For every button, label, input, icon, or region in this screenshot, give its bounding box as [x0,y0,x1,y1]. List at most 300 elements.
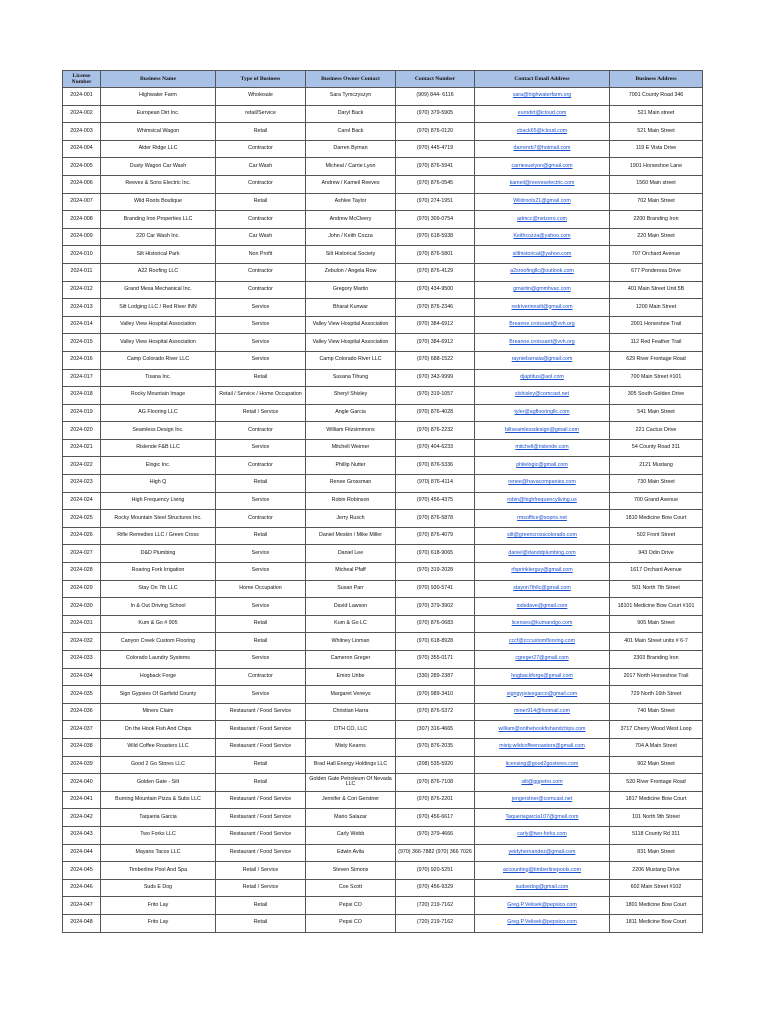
contact-email-link[interactable]: redriverinnsilt@gmail.com [475,299,610,317]
contact-email-link[interactable]: miner914@hotmail.com [475,703,610,721]
business-address-cell: 1560 Main street [610,175,703,193]
license-number-cell: 2024-042 [63,809,101,827]
business-address-cell: 1901 Horseshoe Lane [610,158,703,176]
business-type-cell: Home Occupation [216,580,306,598]
table-row [63,246,703,264]
business-type-cell: Service [216,334,306,352]
business-type-cell: Retail / Service / Home Occupation [216,387,306,405]
table-row [63,369,703,387]
table-row [63,88,703,106]
owner-contact-cell: Camp Colorado River LLC [306,351,396,369]
license-number-cell: 2024-044 [63,844,101,862]
table-row [63,263,703,281]
business-address-cell: 119 E Vista Drive [610,140,703,158]
owner-contact-cell: Kum & Go LC [306,615,396,633]
business-name-cell: High Q [101,475,216,493]
owner-contact-cell: Mario Salazar [306,809,396,827]
license-number-cell: 2024-040 [63,774,101,792]
contact-number-cell: (970) 343-9999 [396,369,475,387]
business-address-cell: 1810 Medicine Bow Court [610,510,703,528]
license-number-cell: 2024-012 [63,281,101,299]
header-business-name: Business Name [101,71,216,88]
license-number-cell: 2024-019 [63,404,101,422]
contact-email-link[interactable]: carriesuelyon@gmail.com [475,158,610,176]
owner-contact-cell: Misty Kearns [306,738,396,756]
contact-number-cell: (970) 379-5905 [396,105,475,123]
contact-email-link[interactable]: iodsdave@gmail.com [475,598,610,616]
business-address-cell: 18101 Medicine Bow Court #101 [610,598,703,616]
table-row [63,527,703,545]
owner-contact-cell: Carly Webb [306,826,396,844]
license-number-cell: 2024-026 [63,527,101,545]
contact-email-link[interactable]: misty.wildcoffeeroasters@gmail.com [475,738,610,756]
business-name-cell: European Dirt Inc. [101,105,216,123]
owner-contact-cell: Andrew McCleery [306,211,396,229]
table-row [63,615,703,633]
business-address-cell: 629 River Frontage Road [610,351,703,369]
contact-number-cell: (970) 876-5878 [396,510,475,528]
table-row [63,879,703,897]
contact-number-cell: (970) 319-1057 [396,387,475,405]
business-address-cell: 1617 Orchard Avenue [610,563,703,581]
contact-email-link[interactable]: Breanne.croissant@vvh.org [475,334,610,352]
contact-number-cell: (970) 876-4079 [396,527,475,545]
business-name-cell: D&D Plumbing [101,545,216,563]
license-number-cell: 2024-041 [63,791,101,809]
business-name-cell: Wild Roots Boutique [101,193,216,211]
business-address-cell: 502 Front Street [610,527,703,545]
contact-email-link[interactable]: sudsedog@gmail.com [475,879,610,897]
business-name-cell: Canyon Creek Custom Flooring [101,633,216,651]
business-address-cell: 101 North 9th Street [610,809,703,827]
license-number-cell: 2024-033 [63,651,101,669]
owner-contact-cell: Steven Simons [306,862,396,880]
owner-contact-cell: Coe Scott [306,879,396,897]
license-number-cell: 2024-030 [63,598,101,616]
business-name-cell: 220 Car Wash Inc. [101,228,216,246]
license-number-cell: 2024-022 [63,457,101,475]
contact-number-cell: (970) 876-5801 [396,246,475,264]
header-type-of-business: Type of Business [216,71,306,88]
business-name-cell: Tisana Inc. [101,369,216,387]
contact-email-link[interactable]: yeidyhernandez@gmail.com [475,844,610,862]
business-address-cell: 401 Main Street Unit 5B [610,281,703,299]
contact-email-link[interactable]: raynielsenaia@gmail.com [475,351,610,369]
business-name-cell: Golden Gate - Silt [101,774,216,792]
contact-number-cell: (970) 319-2028 [396,563,475,581]
table-row [63,862,703,880]
owner-contact-cell: Daniel Meskin / Mike Miller [306,527,396,545]
contact-email-link[interactable]: silthistorical@yahoo.com [475,246,610,264]
business-address-cell: 831 Main Street [610,844,703,862]
business-type-cell: Retail [216,633,306,651]
business-name-cell: A22 Roofing LLC [101,263,216,281]
business-name-cell: Stay On 7th LLC [101,580,216,598]
owner-contact-cell: Sheryl Shisley [306,387,396,405]
business-name-cell: Rocky Mountain Steel Structures Inc. [101,510,216,528]
business-name-cell: Reeves & Sons Electric Inc. [101,175,216,193]
business-type-cell: Restaurant / Food Service [216,809,306,827]
business-address-cell: 2017 North Horseshoe Trail [610,668,703,686]
business-address-cell: 541 Main Street [610,404,703,422]
contact-email-link[interactable]: daniel@danddplumbing.com [475,545,610,563]
contact-email-link[interactable]: Keithcozza@yahoo.com [475,228,610,246]
header-business-address: Business Address [610,71,703,88]
business-type-cell: Restaurant / Food Service [216,721,306,739]
owner-contact-cell: Gregory Martin [306,281,396,299]
business-name-cell: Roaring Fork Irrigation [101,563,216,581]
business-type-cell: Car Wash [216,228,306,246]
contact-number-cell: (970) 618-8928 [396,633,475,651]
contact-email-link[interactable]: Greg.P.Velisek@pepsico.com [475,914,610,932]
table-body [63,88,703,933]
business-type-cell: Restaurant / Food Service [216,791,306,809]
business-name-cell: Rocky Mountain Image [101,387,216,405]
table-row [63,387,703,405]
owner-contact-cell: Jerry Rusch [306,510,396,528]
contact-email-link[interactable]: licenses@kumandgo.com [475,615,610,633]
header-owner-contact: Business Owner Contact [306,71,396,88]
license-number-cell: 2024-024 [63,492,101,510]
business-address-cell: 112 Red Feather Trail [610,334,703,352]
contact-email-link[interactable]: darrenrb7@hotmail.com [475,140,610,158]
contact-number-cell: (970) 309-0754 [396,211,475,229]
contact-number-cell: (970) 379-4666 [396,826,475,844]
license-number-cell: 2024-039 [63,756,101,774]
owner-contact-cell: Carol Back [306,123,396,141]
contact-email-link[interactable]: stayon7thllc@gmail.com [475,580,610,598]
contact-email-link[interactable]: licensing@good2gostores.com [475,756,610,774]
table-row [63,140,703,158]
license-number-cell: 2024-015 [63,334,101,352]
license-number-cell: 2024-029 [63,580,101,598]
contact-email-link[interactable]: cback65@icloud.com [475,123,610,141]
business-type-cell: Retail [216,475,306,493]
business-type-cell: Contractor [216,140,306,158]
contact-number-cell: (970) 876-7108 [396,774,475,792]
license-number-cell: 2024-014 [63,316,101,334]
contact-email-link[interactable]: rfsprinklerguy@gmail.com [475,563,610,581]
table-row [63,457,703,475]
header-contact-email: Contact Email Address [475,71,610,88]
business-type-cell: Retail / Service [216,862,306,880]
contact-number-cell: (970) 989-3410 [396,686,475,704]
business-name-cell: Alder Ridge LLC [101,140,216,158]
business-address-cell: 602 Main Street #102 [610,879,703,897]
contact-email-link[interactable]: philelogic@gmail.com [475,457,610,475]
business-name-cell: Valley View Hospital Association [101,334,216,352]
contact-email-link[interactable]: tyler@agflooringllc.com [475,404,610,422]
business-address-cell: 221 Cactus Drive [610,422,703,440]
contact-email-link[interactable]: a2sroofingllc@outlook.com [475,263,610,281]
business-address-cell: 730 Main Street [610,475,703,493]
business-name-cell: Colorado Laundry Systems [101,651,216,669]
business-name-cell: Seamless Design Inc. [101,422,216,440]
owner-contact-cell: Silt Historical Society [306,246,396,264]
business-address-cell: 1801 Medicine Bow Court [610,897,703,915]
contact-email-link[interactable]: william@onthehookfishandchips.com [475,721,610,739]
business-name-cell: Silt Lodging LLC / Red River INN [101,299,216,317]
business-name-cell: Timberline Pool And Spa [101,862,216,880]
owner-contact-cell: William Fitzsimmons [306,422,396,440]
business-type-cell: Contractor [216,281,306,299]
owner-contact-cell: Edwin Avila [306,844,396,862]
contact-number-cell: (970) 876-4129 [396,263,475,281]
contact-number-cell: (970) 876-5372 [396,703,475,721]
business-address-cell: 729 North 16th Street [610,686,703,704]
contact-number-cell: (970) 618-5938 [396,228,475,246]
table-row [63,351,703,369]
business-address-cell: 521 Main Street [610,123,703,141]
contact-email-link[interactable]: mitchell@rislende.com [475,439,610,457]
contact-number-cell: (970) 366-7882 (970) 366 7026 [396,844,475,862]
license-number-cell: 2024-045 [63,862,101,880]
owner-contact-cell: John / Keith Cozza [306,228,396,246]
contact-email-link[interactable]: Breanne.croissant@vvh.org [475,316,610,334]
table-row [63,545,703,563]
contact-email-link[interactable]: djaptitus@aol.com [475,369,610,387]
license-number-cell: 2024-011 [63,263,101,281]
license-number-cell: 2024-001 [63,88,101,106]
contact-email-link[interactable]: slshisley@comcast.net [475,387,610,405]
contact-email-link[interactable]: billseamlessdesign@gmail.com [475,422,610,440]
business-name-cell: On the Hook Fish And Chips [101,721,216,739]
license-number-cell: 2024-008 [63,211,101,229]
business-type-cell: Service [216,439,306,457]
contact-email-link[interactable]: sara@highwaterfarm.org [475,88,610,106]
table-row [63,633,703,651]
business-address-cell: 520 River Frontage Road [610,774,703,792]
contact-email-link[interactable]: rmsoffice@sopris.net [475,510,610,528]
owner-contact-cell: Angle Garcia [306,404,396,422]
contact-number-cell: (970) 930-5741 [396,580,475,598]
contact-number-cell: (970) 876-2232 [396,422,475,440]
owner-contact-cell: Ashlee Taylor [306,193,396,211]
business-address-cell: 2001 Horseshoe Trail [610,316,703,334]
owner-contact-cell: Daniel Lee [306,545,396,563]
table-row [63,510,703,528]
business-name-cell: Wild Coffee Roasters LLC [101,738,216,756]
business-type-cell: Service [216,492,306,510]
business-name-cell: Rislende F&B LLC [101,439,216,457]
owner-contact-cell: Valley View Hospital Association [306,316,396,334]
license-number-cell: 2024-007 [63,193,101,211]
business-address-cell: 5118 County Rd 311 [610,826,703,844]
business-address-cell: 707 Orchard Avenue [610,246,703,264]
business-type-cell: Service [216,299,306,317]
owner-contact-cell: Micheal Pfaff [306,563,396,581]
business-name-cell: Elogic Inc. [101,457,216,475]
business-name-cell: High Frequency Living [101,492,216,510]
table-row [63,422,703,440]
business-type-cell: Service [216,686,306,704]
contact-email-link[interactable]: Greg.P.Velisek@pepsico.com [475,897,610,915]
business-name-cell: Taqueria Garcia [101,809,216,827]
table-row [63,175,703,193]
business-type-cell: Retail [216,615,306,633]
business-type-cell: Retail [216,527,306,545]
contact-number-cell: (970) 876-5941 [396,158,475,176]
table-row [63,193,703,211]
owner-contact-cell: Brad Hall Energy Holdings LLC [306,756,396,774]
business-name-cell: Sign Gypsies Of Garfield County [101,686,216,704]
table-row [63,703,703,721]
contact-number-cell: (330) 289-2387 [396,668,475,686]
business-type-cell: Contractor [216,510,306,528]
owner-contact-cell: Margaret Veneys [306,686,396,704]
business-address-cell: 54 County Road 311 [610,439,703,457]
license-number-cell: 2024-009 [63,228,101,246]
contact-email-link[interactable]: gmartin@gmmhvac.com [475,281,610,299]
business-address-cell: 2303 Branding Iron [610,651,703,669]
contact-email-link[interactable]: hogbackforge@gmail.com [475,668,610,686]
business-address-cell: 7001 County Road 346 [610,88,703,106]
license-number-cell: 2024-010 [63,246,101,264]
contact-email-link[interactable]: Taqueriagarcia107@gmail.com [475,809,610,827]
contact-email-link[interactable]: carly@two-forks.com [475,826,610,844]
business-name-cell: Camp Colorado River LLC [101,351,216,369]
license-number-cell: 2024-005 [63,158,101,176]
owner-contact-cell: Christian Harra [306,703,396,721]
business-address-cell: 2200 Branding Iron [610,211,703,229]
contact-email-link[interactable]: accounting@timberlinepools.com [475,862,610,880]
contact-number-cell: (970) 456-6617 [396,809,475,827]
license-number-cell: 2024-043 [63,826,101,844]
table-row [63,316,703,334]
license-number-cell: 2024-016 [63,351,101,369]
table-row [63,281,703,299]
contact-number-cell: (970) 355-0171 [396,651,475,669]
business-address-cell: 521 Main street [610,105,703,123]
license-number-cell: 2024-047 [63,897,101,915]
business-type-cell: Retail [216,774,306,792]
table-row [63,563,703,581]
business-name-cell: Rifle Remedies LLC / Green Cross [101,527,216,545]
business-address-cell: 220 Main Street [610,228,703,246]
license-number-cell: 2024-031 [63,615,101,633]
contact-email-link[interactable]: cccf@cccustomflooring.com [475,633,610,651]
owner-contact-cell: Phillip Nutter [306,457,396,475]
license-number-cell: 2024-035 [63,686,101,704]
contact-email-link[interactable]: silt@greencrosscolorado.com [475,527,610,545]
contact-email-link[interactable]: cgreger27@gmail.com [475,651,610,669]
business-name-cell: AG Flooring LLC [101,404,216,422]
business-address-cell: 1811 Medicine Bow Court [610,914,703,932]
license-number-cell: 2024-021 [63,439,101,457]
business-type-cell: Contractor [216,457,306,475]
contact-number-cell: (970) 379-3902 [396,598,475,616]
business-name-cell: Two Forks LLC [101,826,216,844]
contact-email-link[interactable]: Wildroots21@gmail.com [475,193,610,211]
license-number-cell: 2024-020 [63,422,101,440]
license-number-cell: 2024-027 [63,545,101,563]
table-row [63,914,703,932]
license-number-cell: 2024-032 [63,633,101,651]
business-type-cell: Retail [216,914,306,932]
business-type-cell: Retail [216,897,306,915]
business-name-cell: Suds E Dog [101,879,216,897]
contact-email-link[interactable]: silt@ggpetro.com [475,774,610,792]
contact-email-link[interactable]: eurodirt@icloud.com [475,105,610,123]
business-type-cell: Restaurant / Food Service [216,703,306,721]
table-header [63,71,703,88]
contact-number-cell: (970) 876-2346 [396,299,475,317]
owner-contact-cell: Micheal / Carrie Lyon [306,158,396,176]
business-type-cell: Retail [216,123,306,141]
license-number-cell: 2024-048 [63,914,101,932]
business-type-cell: Service [216,351,306,369]
table-row [63,651,703,669]
contact-email-link[interactable]: renee@havacompanies.com [475,475,610,493]
owner-contact-cell: Renee Grossman [306,475,396,493]
table-row [63,844,703,862]
owner-contact-cell: Golden Gate Petroleum Of Nevada LLC [306,774,396,792]
header-license-number: License Number [63,71,101,88]
business-name-cell: Dusty Wagon Car Wash [101,158,216,176]
business-type-cell: Car Wash [216,158,306,176]
contact-number-cell: (970) 274-1951 [396,193,475,211]
business-address-cell: 905 Main Street [610,615,703,633]
license-number-cell: 2024-017 [63,369,101,387]
business-name-cell: Frito Lay [101,914,216,932]
business-type-cell: Retail / Service [216,879,306,897]
contact-number-cell: (970) 876-0683 [396,615,475,633]
license-number-cell: 2024-023 [63,475,101,493]
owner-contact-cell: Darren Byman [306,140,396,158]
owner-contact-cell: Whitney Linman [306,633,396,651]
owner-contact-cell: Pepsi CO [306,914,396,932]
business-license-table [62,70,703,933]
business-address-cell: 943 Odin Drive [610,545,703,563]
contact-email-link[interactable]: kameil@reeveselectric.com [475,175,610,193]
business-type-cell: Wholesale [216,88,306,106]
table-row [63,492,703,510]
contact-number-cell: (720) 219-7162 [396,897,475,915]
business-name-cell: Burning Mountain Pizza & Subs LLC [101,791,216,809]
business-address-cell: 902 Main Street [610,756,703,774]
table-row [63,756,703,774]
business-address-cell: 704 A Main Street [610,738,703,756]
contact-number-cell: (970) 456-9329 [396,879,475,897]
owner-contact-cell: David Lawson [306,598,396,616]
business-name-cell: Valley View Hospital Association [101,316,216,334]
contact-number-cell: (970) 876-2035 [396,738,475,756]
license-number-cell: 2024-025 [63,510,101,528]
license-number-cell: 2024-018 [63,387,101,405]
license-number-cell: 2024-013 [63,299,101,317]
table-row [63,299,703,317]
contact-number-cell: (970) 618-9065 [396,545,475,563]
contact-email-link[interactable]: signgypsiesgarco@gmail.com [475,686,610,704]
contact-email-link[interactable]: jengerstner@comcast.net [475,791,610,809]
contact-number-cell: (970) 876-0545 [396,175,475,193]
contact-email-link[interactable]: admcc@netzero.com [475,211,610,229]
business-address-cell: 2206 Mustang Drive [610,862,703,880]
table-row [63,404,703,422]
business-address-cell: 700 Main Street #101 [610,369,703,387]
table-row [63,738,703,756]
business-name-cell: Frito Lay [101,897,216,915]
business-name-cell: Hogback Forge [101,668,216,686]
business-address-cell: 1200 Main Street [610,299,703,317]
owner-contact-cell: Susan Parr [306,580,396,598]
contact-email-link[interactable]: robin@highfrequencyliving.us [475,492,610,510]
owner-contact-cell: Valley View Hospital Association [306,334,396,352]
table-row [63,158,703,176]
owner-contact-cell: Bharat Kunwar [306,299,396,317]
contact-number-cell: (720) 219-7162 [396,914,475,932]
business-name-cell: Mayans Tacos LLC [101,844,216,862]
